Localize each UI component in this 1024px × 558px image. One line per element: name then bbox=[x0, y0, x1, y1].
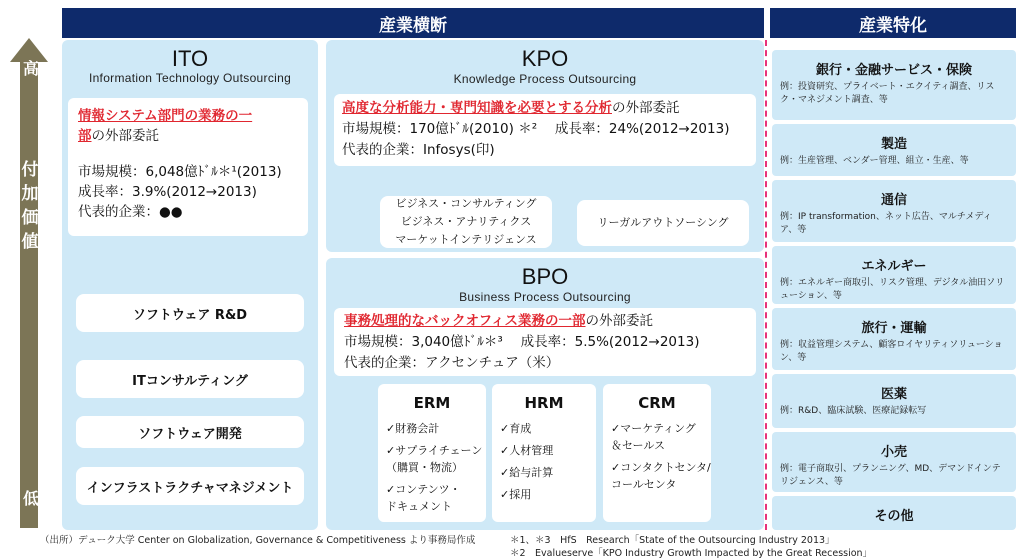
industry-example: 例：投資研究、プライベート・エクイティ調査、リスク・マネジメント調査、等 bbox=[780, 82, 995, 105]
ito-company: 代表的企業：●● bbox=[78, 204, 183, 220]
ito-desc-rest: の外部委託 bbox=[91, 128, 159, 144]
ito-title: ITO bbox=[171, 46, 209, 71]
footnote-1-3: ＊1、＊3 HfS Research「State of the Outsourcing Industry 2013」 bbox=[510, 535, 835, 546]
industry-card bbox=[772, 246, 1016, 304]
column-title: ERM bbox=[413, 394, 451, 412]
industry-card bbox=[772, 496, 1016, 530]
bpo-column-crm bbox=[603, 384, 711, 522]
industry-title: 旅行・運輸 bbox=[861, 321, 927, 336]
industry-example: 例：電子商取引、プランニング、MD、デマンドインテリジェンス、等 bbox=[780, 464, 1001, 487]
cross-industry-header: 産業横断 bbox=[62, 8, 764, 38]
column-item: ✓給与計算 bbox=[500, 466, 554, 479]
industry-title: 小売 bbox=[880, 445, 907, 460]
footnote-2: ＊2 Evalueserve「KPO Industry Growth Impacted by the Great Recession」 bbox=[510, 548, 873, 558]
industry-example: 例：生産管理、ベンダー管理、組立・生産、等 bbox=[780, 156, 969, 166]
kpo-service: ビジネス・コンサルティング bbox=[395, 197, 537, 210]
divider-dashed bbox=[765, 40, 767, 530]
bpo-column-hrm bbox=[492, 384, 596, 522]
ito-growth-rate: 成長率：3.9%(2012→2013) bbox=[78, 184, 257, 200]
bpo-description-box bbox=[334, 308, 756, 376]
value-axis-arrow bbox=[8, 38, 50, 528]
kpo-desc-highlight: 高度な分析能力・専門知識を必要とする分析 bbox=[342, 100, 612, 116]
ito-item: ITコンサルティング bbox=[76, 360, 304, 398]
kpo-service: マーケットインテリジェンス bbox=[395, 233, 537, 246]
industry-title: その他 bbox=[874, 509, 914, 524]
kpo-subtitle: Knowledge Process Outsourcing bbox=[453, 72, 637, 86]
kpo-company: 代表的企業：Infosys(印) bbox=[342, 142, 495, 158]
kpo-service: ビジネス・アナリティクス bbox=[400, 215, 532, 228]
column-item: ✓マーケティング ＆セールス bbox=[611, 422, 696, 452]
ito-item: ソフトウェア開発 bbox=[76, 416, 304, 448]
ito-item: インフラストラクチャマネジメント bbox=[76, 467, 304, 505]
industry-card bbox=[772, 432, 1016, 492]
column-item: ✓サプライチェーン （購買・物流） bbox=[386, 444, 483, 474]
industry-specific-header: 産業特化 bbox=[770, 8, 1016, 38]
column-item: ✓財務会計 bbox=[386, 422, 440, 435]
bpo-desc-highlight: 事務処理的なバックオフィス業務の一部 bbox=[344, 313, 586, 329]
industry-title: 銀行・金融サービス・保険 bbox=[815, 63, 972, 78]
column-item: ✓育成 bbox=[500, 422, 532, 435]
kpo-description-box bbox=[334, 94, 756, 166]
kpo-desc-rest: の外部委託 bbox=[612, 100, 680, 116]
industry-example: 例：IP transformation、ネット広告、マルチメディア、等 bbox=[780, 212, 992, 235]
ito-desc-highlight-2: 部 bbox=[78, 128, 92, 144]
bpo-desc-rest: の外部委託 bbox=[585, 313, 654, 329]
industry-title: 製造 bbox=[880, 137, 907, 152]
ito-desc-highlight: 情報システム部門の業務の一 bbox=[78, 108, 253, 124]
bpo-column-erm bbox=[378, 384, 486, 522]
industry-example: 例：エネルギー商取引、リスク管理、デジタル油田ソリューション、等 bbox=[780, 278, 1005, 301]
industry-title: 医薬 bbox=[880, 387, 907, 402]
ito-item: ソフトウェア R&D bbox=[76, 294, 304, 332]
kpo-title: KPO bbox=[521, 46, 569, 71]
industry-example: 例：収益管理システム、顧客ロイヤリティソリューション、等 bbox=[780, 340, 1003, 363]
column-item: ✓採用 bbox=[500, 488, 532, 501]
industry-card bbox=[772, 308, 1016, 370]
industry-title: 通信 bbox=[880, 193, 907, 208]
axis-high-label: 高 bbox=[22, 59, 39, 78]
industry-card bbox=[772, 374, 1016, 428]
kpo-service: リーガルアウトソーシング bbox=[597, 216, 729, 229]
industry-title: エネルギー bbox=[861, 259, 927, 274]
bpo-market-size: 市場規模：3,040億ﾄﾞﾙ＊³ 成長率：5.5%(2012→2013) bbox=[344, 334, 700, 350]
axis-low-label: 低 bbox=[22, 489, 39, 508]
industry-card bbox=[772, 124, 1016, 176]
industry-example: 例：R&D、臨床試験、医療記録転写 bbox=[780, 406, 927, 416]
ito-subtitle: Information Technology Outsourcing bbox=[88, 71, 292, 85]
industry-card bbox=[772, 180, 1016, 242]
column-title: HRM bbox=[524, 394, 564, 412]
bpo-title: BPO bbox=[521, 264, 569, 289]
kpo-market-size: 市場規模：170億ﾄﾞﾙ(2010) ＊² 成長率：24%(2012→2013) bbox=[342, 121, 730, 137]
industry-card bbox=[772, 50, 1016, 120]
column-title: CRM bbox=[638, 394, 676, 412]
kpo-legal-box bbox=[577, 200, 749, 246]
ito-market-size: 市場規模：6,048億ﾄﾞﾙ＊¹(2013) bbox=[78, 164, 282, 180]
kpo-service-box bbox=[380, 196, 552, 248]
ito-description-box bbox=[68, 98, 308, 236]
axis-value-label: 付加価値 bbox=[21, 160, 39, 252]
bpo-subtitle: Business Process Outsourcing bbox=[459, 290, 631, 304]
column-item: ✓コンタクトセンタ/ コールセンタ bbox=[611, 461, 711, 491]
source-note: （出所）デューク大学 Center on Globalization, Governance & Competitiveness より事務局作成 bbox=[40, 535, 476, 546]
bpo-company: 代表的企業：アクセンチュア（米） bbox=[344, 355, 560, 371]
column-item: ✓コンテンツ・ ドキュメント bbox=[386, 483, 461, 513]
column-item: ✓人材管理 bbox=[500, 444, 554, 457]
